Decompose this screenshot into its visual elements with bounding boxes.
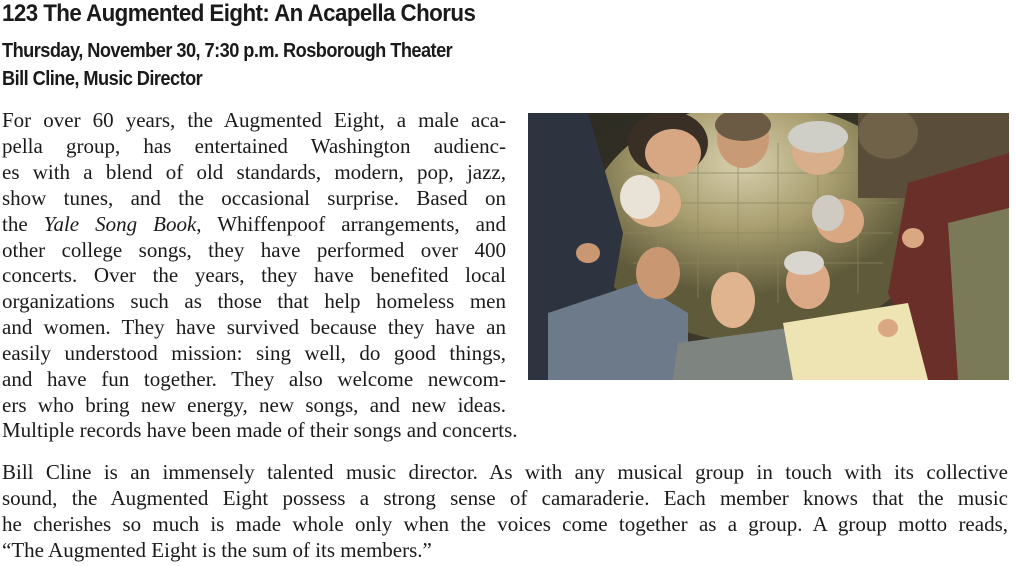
paragraph-line: easily understood mission: sing well, do good things, [2, 341, 506, 366]
line-suffix: , Whiffenpoof arrangements, and [196, 211, 506, 236]
description-paragraph-1 [2, 108, 508, 419]
event-title: 123 The Augmented Eight: An Acapella Chorus [2, 0, 476, 27]
music-director-line: Bill Cline, Music Director [2, 68, 203, 90]
paragraph-line: For over 60 years, the Augmented Eight, a male aca- [2, 108, 506, 132]
paragraph-line: ers who bring new energy, new songs, and new ideas. [2, 392, 506, 417]
paragraph-line: he cherishes so much is made whole only when the voices come together as a group. A group motto reads, [2, 511, 1008, 536]
paragraph-line: es with a blend of old standards, modern, pop, jazz, [2, 159, 506, 184]
paragraph-line-with-book-title [2, 212, 506, 238]
paragraph-line: organizations such as those that help homeless men [2, 289, 506, 314]
paragraph-line: pella group, has entertained Washington audienc- [2, 133, 506, 158]
book-title: Yale Song Book [43, 211, 197, 236]
paragraph-2-last-line: “The Augmented Eight is the sum of its members.” [2, 537, 432, 562]
paragraph-line: concerts. Over the years, they have benefited local [2, 263, 506, 288]
paragraph-line: sound, the Augmented Eight possess a strong sense of camaraderie. Each member knows that the music [2, 485, 1008, 510]
paragraph-1-last-line: Multiple records have been made of their songs and concerts. [2, 418, 518, 442]
paragraph-line: Bill Cline is an immensely talented music director. As with any musical group in touch with its collective [2, 460, 1008, 484]
paragraph-line: and have fun together. They also welcome newcom- [2, 367, 506, 392]
paragraph-line: show tunes, and the occasional surprise. Based on [2, 185, 506, 210]
paragraph-line: and women. They have survived because they have an [2, 315, 506, 340]
paragraph-line: other college songs, they have performed over 400 [2, 237, 506, 262]
chorus-group-photo [528, 113, 1009, 380]
description-paragraph-2 [2, 460, 1010, 564]
line-prefix: the [2, 211, 44, 236]
event-date-venue: Thursday, November 30, 7:30 p.m. Rosborough Theater [2, 40, 453, 62]
